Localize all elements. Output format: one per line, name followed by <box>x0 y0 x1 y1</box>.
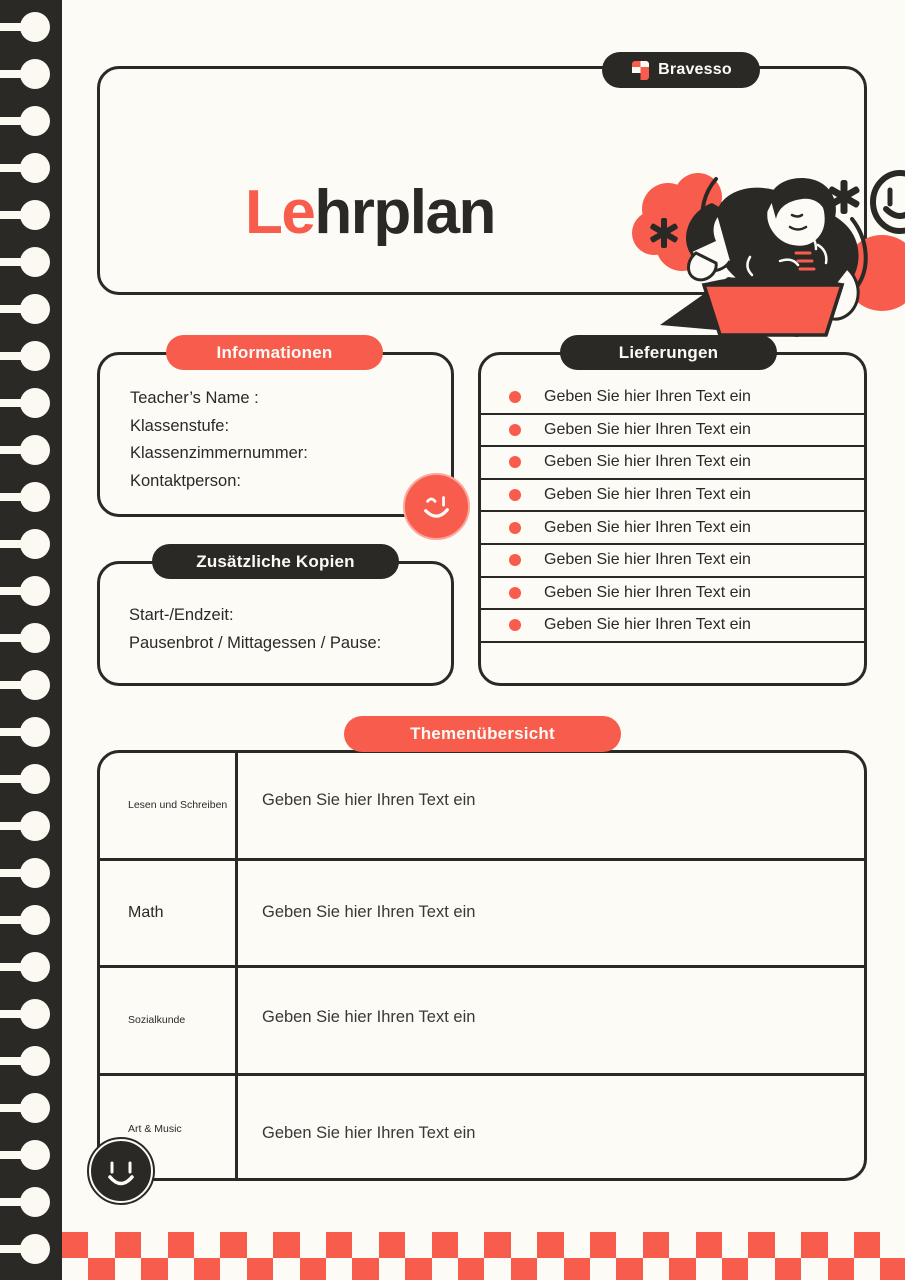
checker-square <box>300 1258 326 1280</box>
topic-value[interactable]: Geben Sie hier Ihren Text ein <box>262 1123 476 1142</box>
checker-square <box>141 1258 167 1280</box>
information-field-list <box>130 385 308 495</box>
checker-square <box>432 1232 458 1258</box>
checker-square <box>748 1232 774 1258</box>
checkerboard-footer <box>62 1232 905 1280</box>
checker-square <box>273 1232 299 1258</box>
smiley-face-icon <box>873 173 905 231</box>
binding-ring <box>0 1140 62 1170</box>
checker-square <box>352 1258 378 1280</box>
page-title-accent: Le <box>245 178 315 247</box>
deliveries-row-text[interactable]: Geben Sie hier Ihren Text ein <box>544 486 751 504</box>
checker-square <box>854 1232 880 1258</box>
topic-row <box>100 861 864 969</box>
checker-square <box>590 1232 616 1258</box>
binding-ring <box>0 905 62 935</box>
deliveries-row-text[interactable]: Geben Sie hier Ihren Text ein <box>544 551 751 569</box>
bullet-dot-icon <box>509 424 521 436</box>
binding-ring <box>0 59 62 89</box>
deliveries-list <box>481 382 864 675</box>
checker-square <box>880 1258 905 1280</box>
deliveries-row-text[interactable]: Geben Sie hier Ihren Text ein <box>544 616 751 634</box>
binding-ring <box>0 1093 62 1123</box>
information-field-0[interactable]: Teacher’s Name : <box>130 389 259 407</box>
additional-copies-field-list <box>129 601 381 657</box>
binding-ring <box>0 12 62 42</box>
binding-ring <box>0 247 62 277</box>
topic-value[interactable]: Geben Sie hier Ihren Text ein <box>262 1008 476 1026</box>
deliveries-row[interactable] <box>481 415 864 448</box>
deliveries-row[interactable] <box>481 447 864 480</box>
additional-copies-field-0[interactable]: Start-/Endzeit: <box>129 606 234 624</box>
smiley-face-icon <box>89 1139 153 1203</box>
binding-ring <box>0 670 62 700</box>
brand-name: Bravesso <box>658 61 732 78</box>
person-in-box-illustration <box>620 157 905 339</box>
checker-square <box>722 1258 748 1280</box>
binding-ring <box>0 294 62 324</box>
binding-ring <box>0 811 62 841</box>
bullet-dot-icon <box>509 587 521 599</box>
topic-value[interactable]: Geben Sie hier Ihren Text ein <box>262 791 476 809</box>
checker-square <box>62 1232 88 1258</box>
checker-square <box>616 1258 642 1280</box>
binding-ring <box>0 341 62 371</box>
binding-ring <box>0 999 62 1029</box>
binding-ring <box>0 764 62 794</box>
topics-overview-title: Themenübersicht <box>344 716 621 752</box>
topic-label: Art & Music <box>100 1076 238 1182</box>
checker-square <box>511 1258 537 1280</box>
deliveries-row[interactable] <box>481 545 864 578</box>
checker-square <box>220 1232 246 1258</box>
binding-ring <box>0 952 62 982</box>
binding-ring <box>0 717 62 747</box>
topic-row <box>100 1076 864 1182</box>
binding-ring <box>0 106 62 136</box>
topic-row <box>100 968 864 1076</box>
binding-ring <box>0 1187 62 1217</box>
checker-square <box>669 1258 695 1280</box>
checker-square <box>88 1258 114 1280</box>
deliveries-row[interactable] <box>481 480 864 513</box>
deliveries-card <box>478 352 867 686</box>
deliveries-title: Lieferungen <box>560 335 777 370</box>
topic-label: Lesen und Schreiben <box>100 753 238 858</box>
bullet-dot-icon <box>509 619 521 631</box>
checker-square <box>115 1232 141 1258</box>
bullet-dot-icon <box>509 391 521 403</box>
binding-ring <box>0 1234 62 1264</box>
binding-ring <box>0 1046 62 1076</box>
information-field-3[interactable]: Kontaktperson: <box>130 471 241 490</box>
bullet-dot-icon <box>509 522 521 534</box>
checker-square <box>194 1258 220 1280</box>
deliveries-row-text[interactable]: Geben Sie hier Ihren Text ein <box>544 388 751 406</box>
binding-ring <box>0 858 62 888</box>
binding-ring <box>0 576 62 606</box>
information-field-1[interactable]: Klassenstufe: <box>130 416 230 435</box>
checker-square <box>775 1258 801 1280</box>
checker-square <box>379 1232 405 1258</box>
topic-label: Math <box>100 861 238 966</box>
bullet-dot-icon <box>509 489 521 501</box>
deliveries-row[interactable] <box>481 643 864 676</box>
brand-badge[interactable] <box>602 52 760 88</box>
bullet-dot-icon <box>509 456 521 468</box>
deliveries-row-text[interactable]: Geben Sie hier Ihren Text ein <box>544 453 751 471</box>
topic-label: Sozialkunde <box>100 968 238 1073</box>
checker-square <box>168 1232 194 1258</box>
deliveries-row[interactable] <box>481 382 864 415</box>
binding-ring <box>0 529 62 559</box>
deliveries-row[interactable] <box>481 512 864 545</box>
deliveries-row-text[interactable]: Geben Sie hier Ihren Text ein <box>544 583 751 601</box>
checker-square <box>247 1258 273 1280</box>
checker-square <box>801 1232 827 1258</box>
bravesso-logo-icon <box>632 61 649 80</box>
binding-ring <box>0 388 62 418</box>
checker-square <box>696 1232 722 1258</box>
checker-square <box>405 1258 431 1280</box>
additional-copies-title: Zusätzliche Kopien <box>152 544 399 579</box>
checker-square <box>564 1258 590 1280</box>
bullet-dot-icon <box>509 554 521 566</box>
header-card <box>97 66 867 295</box>
page-title <box>245 178 495 247</box>
deliveries-row-text[interactable]: Geben Sie hier Ihren Text ein <box>544 420 751 438</box>
binding-ring <box>0 200 62 230</box>
spiral-binding <box>0 0 62 1280</box>
topic-row <box>100 753 864 861</box>
additional-copies-field-1[interactable]: Pausenbrot / Mittagessen / Pause: <box>129 634 382 652</box>
smiley-face-icon <box>403 473 470 540</box>
information-title: Informationen <box>166 335 383 370</box>
topics-table <box>97 750 867 1181</box>
deliveries-row[interactable] <box>481 610 864 643</box>
checker-square <box>537 1232 563 1258</box>
page-title-rest: hrplan <box>314 178 495 247</box>
binding-ring <box>0 482 62 512</box>
checker-square <box>458 1258 484 1280</box>
information-field-2[interactable]: Klassenzimmernummer: <box>130 444 308 462</box>
binding-ring <box>0 153 62 183</box>
checker-square <box>484 1232 510 1258</box>
checker-square <box>326 1232 352 1258</box>
deliveries-row-text[interactable]: Geben Sie hier Ihren Text ein <box>544 518 751 536</box>
topic-value[interactable]: Geben Sie hier Ihren Text ein <box>262 902 476 921</box>
binding-ring <box>0 435 62 465</box>
checker-square <box>828 1258 854 1280</box>
binding-ring <box>0 623 62 653</box>
checker-square <box>643 1232 669 1258</box>
deliveries-row[interactable] <box>481 578 864 611</box>
